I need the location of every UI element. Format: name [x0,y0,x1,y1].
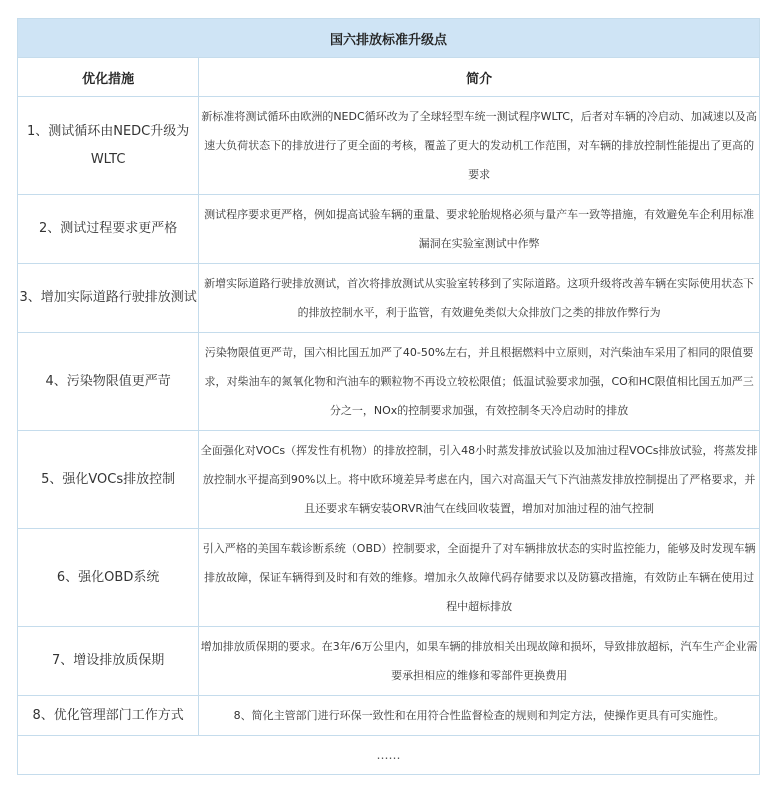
ellipsis-cell: …… [18,736,760,775]
table-row [18,97,760,195]
measure-cell: 5、强化VOCs排放控制 [18,431,199,529]
header-description: 简介 [199,58,760,97]
description-cell: 污染物限值更严苛，国六相比国五加严了40-50%左右，并且根据燃料中立原则，对汽柴油车采用了相同的限值要求，对柴油车的氮氧化物和汽油车的颗粒物不再设立较松限值；低温试验要求加强，CO和HC限值相比国五加严三分之一，NOx的控制要求加强，有效控制冬天冷启动时的排放 [199,333,760,431]
measure-cell: 8、优化管理部门工作方式 [18,696,199,736]
description-cell: 8、简化主管部门进行环保一致性和在用符合性监督检查的规则和判定方法，使操作更具有可实施性。 [199,696,760,736]
table-row [18,264,760,333]
table-title-row [18,19,760,58]
measure-cell: 4、污染物限值更严苛 [18,333,199,431]
description-cell: 全面强化对VOCs（挥发性有机物）的排放控制，引入48小时蒸发排放试验以及加油过程VOCs排放试验，将蒸发排放控制水平提高到90%以上。将中欧环境差异考虑在内，国六对高温天气下汽油蒸发排放控制提出了严格要求，并且还要求车辆安装ORVR油气在线回收装置，增加对加油过程的油气控制 [199,431,760,529]
description-cell: 新标准将测试循环由欧洲的NEDC循环改为了全球轻型车统一测试程序WLTC，后者对车辆的冷启动、加减速以及高速大负荷状态下的排放进行了更全面的考核，覆盖了更大的发动机工作范围，对车辆的排放控制性能提出了更高的要求 [199,97,760,195]
measure-cell: 3、增加实际道路行驶排放测试 [18,264,199,333]
description-cell: 测试程序要求更严格，例如提高试验车辆的重量、要求轮胎规格必须与量产车一致等措施，有效避免车企利用标准漏洞在实验室测试中作弊 [199,195,760,264]
table-row [18,431,760,529]
measure-cell: 1、测试循环由NEDC升级为WLTC [18,97,199,195]
table-row [18,195,760,264]
measure-cell: 7、增设排放质保期 [18,627,199,696]
upgrade-points-table [17,18,760,775]
table-title: 国六排放标准升级点 [18,19,760,58]
ellipsis-row [18,736,760,775]
table-row [18,627,760,696]
measure-cell: 6、强化OBD系统 [18,529,199,627]
table-row [18,529,760,627]
measure-cell: 2、测试过程要求更严格 [18,195,199,264]
description-cell: 新增实际道路行驶排放测试，首次将排放测试从实验室转移到了实际道路。这项升级将改善车辆在实际使用状态下的排放控制水平，利于监管，有效避免类似大众排放门之类的排放作弊行为 [199,264,760,333]
table-header-row [18,58,760,97]
table-row [18,333,760,431]
table-row [18,696,760,736]
description-cell: 引入严格的美国车载诊断系统（OBD）控制要求，全面提升了对车辆排放状态的实时监控能力，能够及时发现车辆排放故障，保证车辆得到及时和有效的维修。增加永久故障代码存储要求以及防篡改措施，有效防止车辆在使用过程中超标排放 [199,529,760,627]
header-measure: 优化措施 [18,58,199,97]
description-cell: 增加排放质保期的要求。在3年/6万公里内，如果车辆的排放相关出现故障和损坏，导致排放超标，汽车生产企业需要承担相应的维修和零部件更换费用 [199,627,760,696]
